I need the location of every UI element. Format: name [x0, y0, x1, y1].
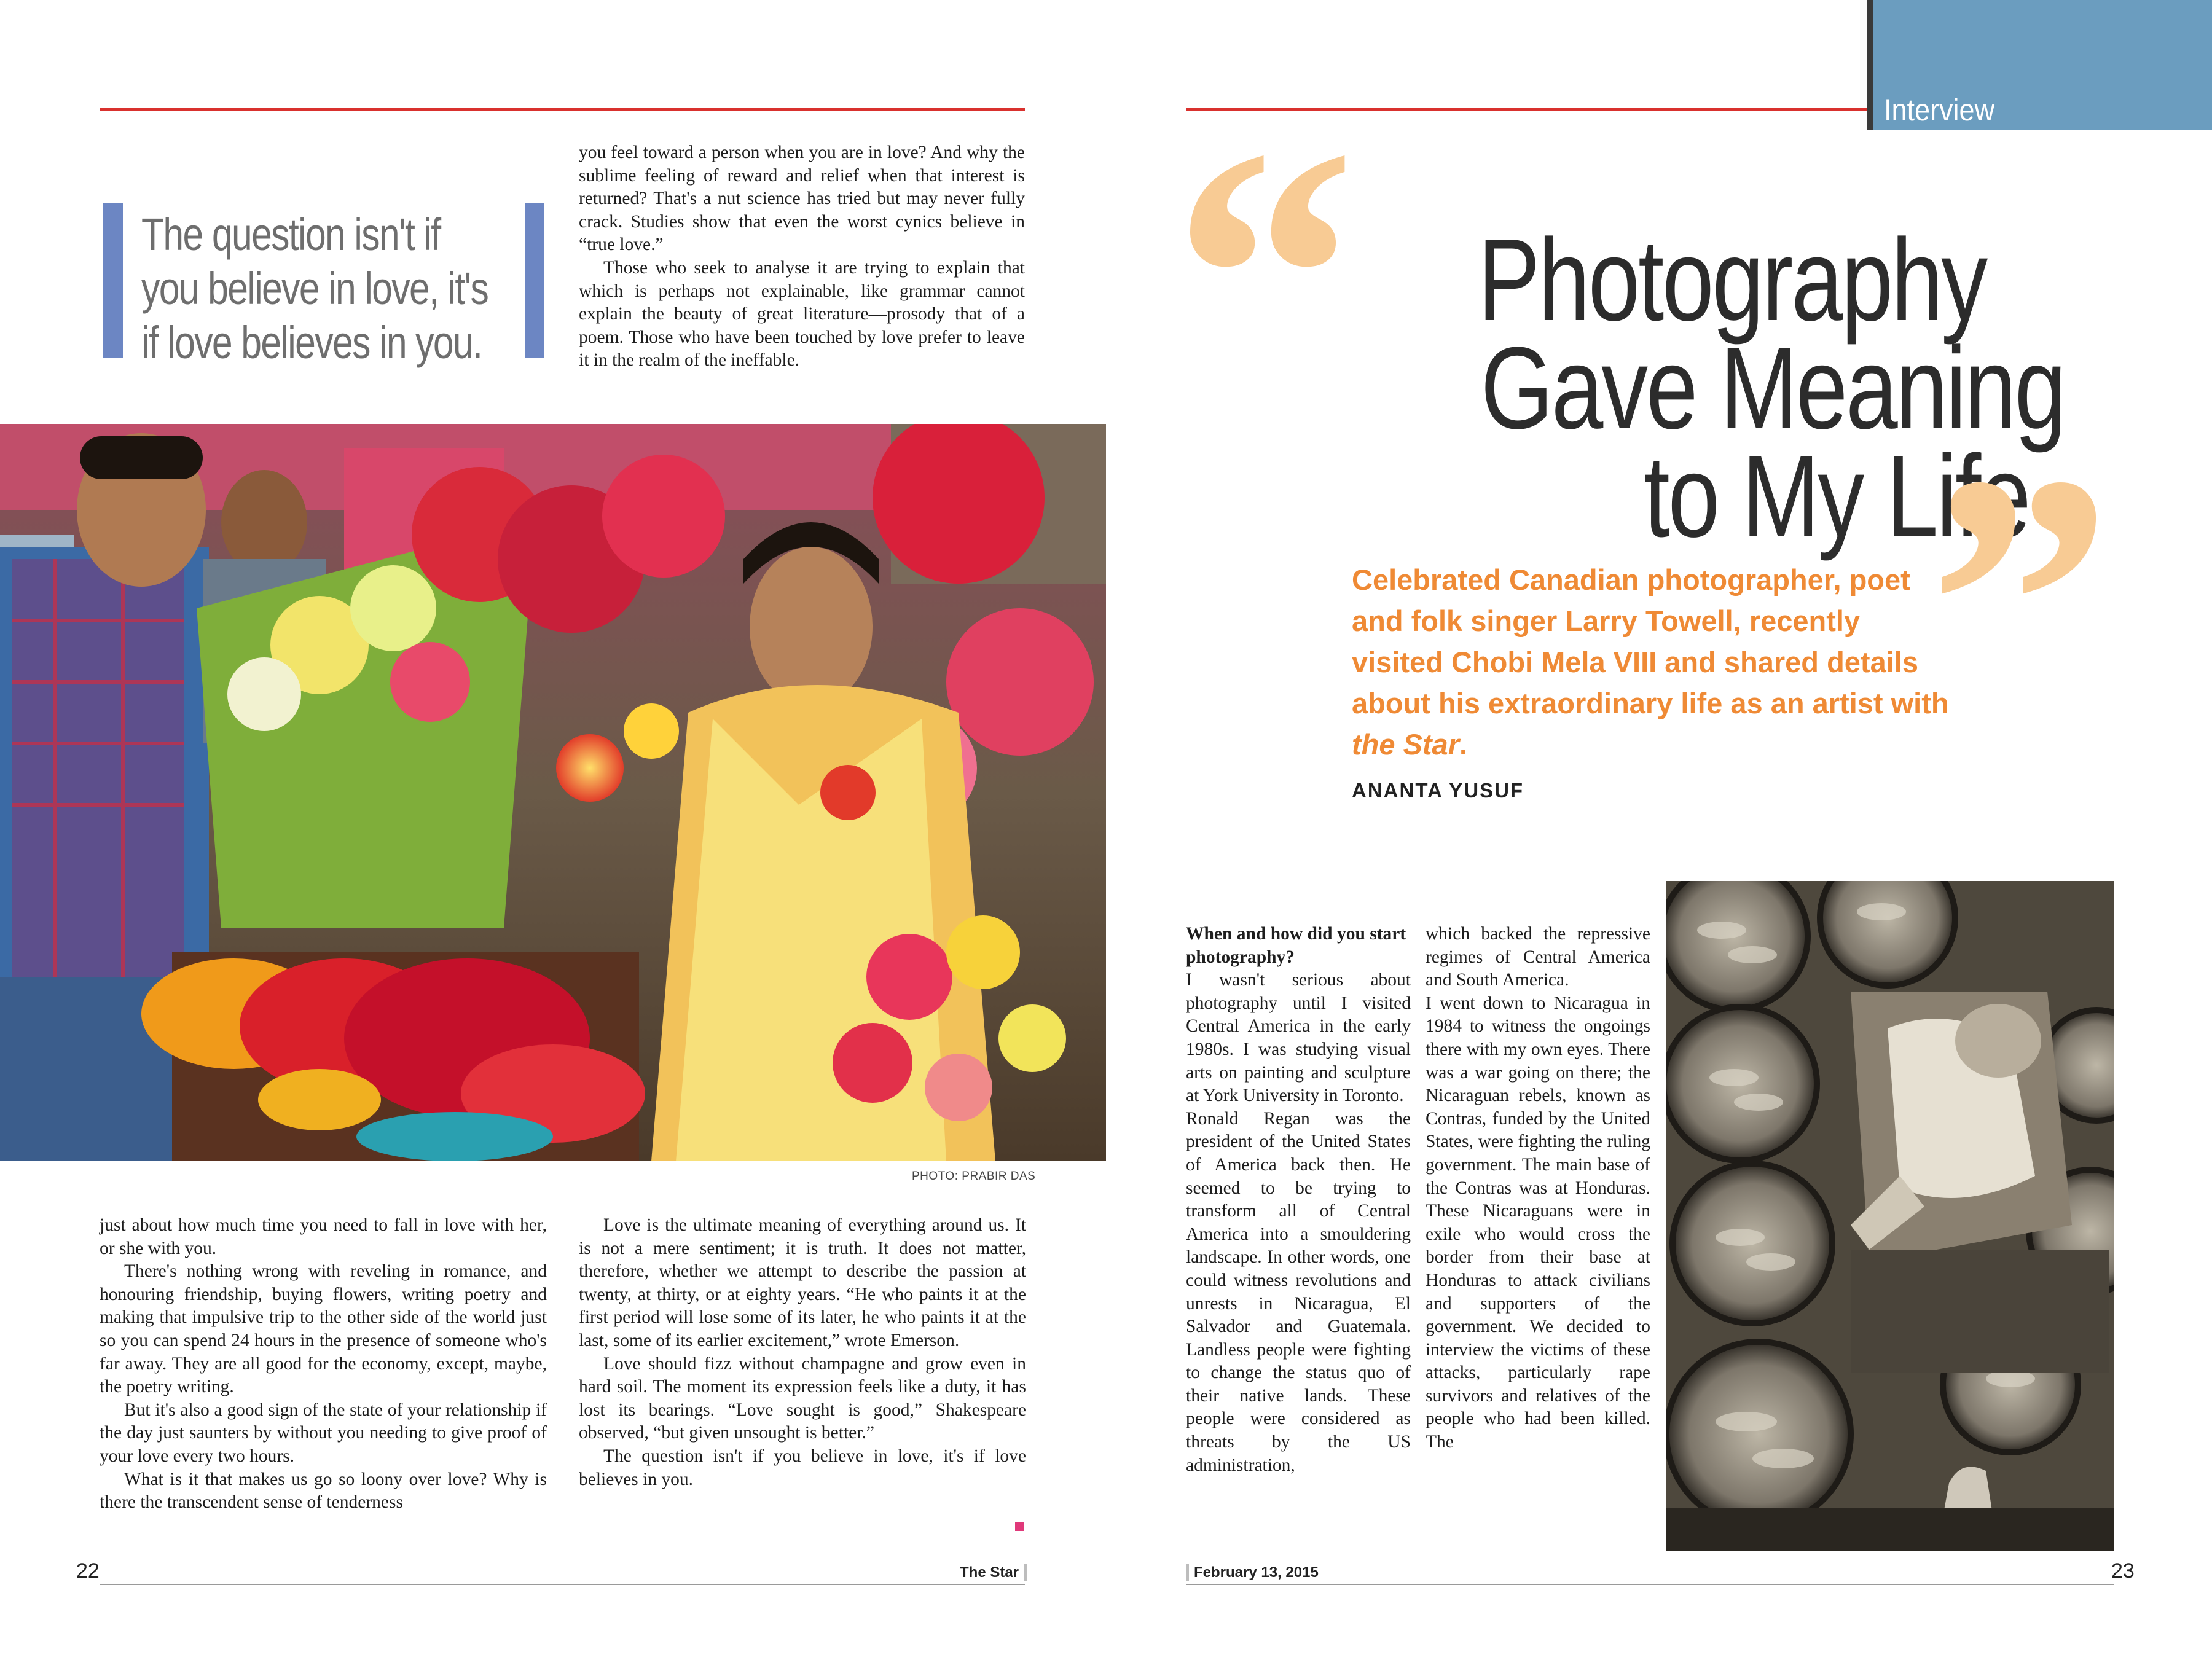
pull-quote-bar-right: [525, 203, 544, 358]
interview-question: When and how did you start photography?: [1186, 924, 1406, 967]
open-quote-mark: “: [1172, 72, 1357, 480]
left-top-rule: [100, 108, 1025, 111]
photo-credit: PHOTO: PRABIR DAS: [912, 1170, 1036, 1183]
paragraph: The question isn't if you believe in love, it's if love believes in you.: [579, 1446, 1026, 1489]
paragraph: I wasn't serious about photography until I visited Central America in the early 1980s. I was studying visual arts on painting and sculpture at York University in Toronto.: [1186, 970, 1411, 1106]
close-quote-mark: ”: [1928, 399, 2112, 807]
interview-column-2: [1426, 923, 1650, 1454]
headline-line: to My Life: [1644, 431, 2030, 562]
left-top-column: [579, 141, 1025, 372]
standfirst-text: Celebrated Canadian photographer, poet and folk singer Larry Towell, recently visited Chobi Mela VIII and shared details about his extraordinary life as an artist with: [1352, 563, 1949, 719]
left-bottom-column-2: [579, 1214, 1026, 1491]
paragraph: Ronald Regan was the president of the United States of America back then. He seemed to be trying to transform all of Central America into a smouldering landscape. In other words, one could witness revolutions and unrests in Nicaragua, El Salvador and Guatemala. Landless people were fighting to change the status quo of their native lands. These people were considered as threats by the US administration,: [1186, 1108, 1411, 1475]
paragraph: Love is the ultimate meaning of everything around us. It is not a mere sentiment; it is truth. It does not matter, therefore, whether we attempt to describe the passion at twenty, at thirty, or at eighty years. “He who paints it at the first period will lose some of its later, he who paints it at the last, some of its earlier excitement,” wrote Emerson.: [579, 1215, 1026, 1350]
publication-name: The Star: [960, 1564, 1019, 1581]
paragraph: which backed the repressive regimes of Central America and South America.: [1426, 924, 1650, 990]
paragraph: Those who seek to analyse it are trying to explain that which is perhaps not explainable, like grammar cannot explain the beauty of great literature—prosody that of a poem. Those who have been touched by love prefer to leave it in the realm of the ineffable.: [579, 257, 1025, 370]
standfirst-end: .: [1459, 728, 1468, 761]
footer-line-right: [1186, 1584, 2114, 1585]
page-number-right: 23: [2111, 1559, 2135, 1583]
footer-label-left: [960, 1564, 1027, 1581]
footer-label-right: [1186, 1564, 1319, 1581]
flower-market-photo: [0, 424, 1106, 1161]
footer-line-left: [100, 1584, 1025, 1585]
interview-column-1: [1186, 923, 1411, 1477]
section-tab: [1867, 0, 2212, 130]
byline: ANANTA YUSUF: [1352, 779, 1524, 802]
paragraph: just about how much time you need to fall in love with her, or she with you.: [100, 1215, 547, 1258]
headline-line: Photography: [1478, 215, 1986, 345]
section-label: Interview: [1884, 93, 1995, 127]
footer-bar: [1024, 1564, 1027, 1581]
pull-quote-line: you believe in love, it's: [141, 263, 488, 314]
issue-date: February 13, 2015: [1194, 1564, 1319, 1581]
headline-line: Gave Meaning: [1480, 323, 2065, 453]
left-bottom-column-1: [100, 1214, 547, 1514]
pull-quote-text: [141, 208, 488, 370]
paragraph: I went down to Nicaragua in 1984 to witness the ongoings there with my own eyes. There was a war going on there; the Nicaraguan rebels, known as Contras, funded by the United States, were fighting the ruling government. The main base of the Contras was at Honduras. These Nicaraguans were in exile who would cross the border from their base at Honduras to attack civilians and supporters of the government. We decided to interview the victims of these attacks, particularly rape survivors and relatives of the people who had been killed. The: [1426, 993, 1650, 1452]
paragraph: There's nothing wrong with reveling in romance, and honouring friendship, buying flowers, writing poetry and making that impulsive trip to the other side of the world just so you can spend 24 hours in the presence of someone who's far away. They are all good for the economy, except, maybe, the poetry writing.: [100, 1261, 547, 1397]
footer-bar: [1186, 1564, 1189, 1581]
pull-quote-bar-left: [103, 203, 123, 358]
market-child-photo: [1666, 881, 2114, 1551]
pull-quote-line: The question isn't if: [141, 209, 441, 260]
paragraph: But it's also a good sign of the state of your relationship if the day just saunters by without you needing to give proof of your love every two hours.: [100, 1400, 547, 1466]
pull-quote: [103, 203, 546, 368]
paragraph: What is it that makes us go so loony over love? Why is there the transcendent sense of tenderness: [100, 1469, 547, 1513]
pull-quote-line: if love believes in you.: [141, 317, 482, 368]
paragraph: you feel toward a person when you are in love? And why the sublime feeling of reward and relief when that interest is returned? That's a nut science has tried but may never fully crack. Studies show that even the worst cynics believe in “true love.”: [579, 143, 1025, 255]
standfirst: [1352, 559, 1954, 765]
standfirst-italic: the Star: [1352, 728, 1459, 761]
page-number-left: 22: [76, 1559, 100, 1583]
paragraph: Love should fizz without champagne and grow even in hard soil. The moment its expression feels like a duty, it has lost its bearings. “Love sought is good,” Shakespeare observed, “but given unsought is better.”: [579, 1353, 1026, 1443]
article-end-mark: [1015, 1522, 1024, 1531]
